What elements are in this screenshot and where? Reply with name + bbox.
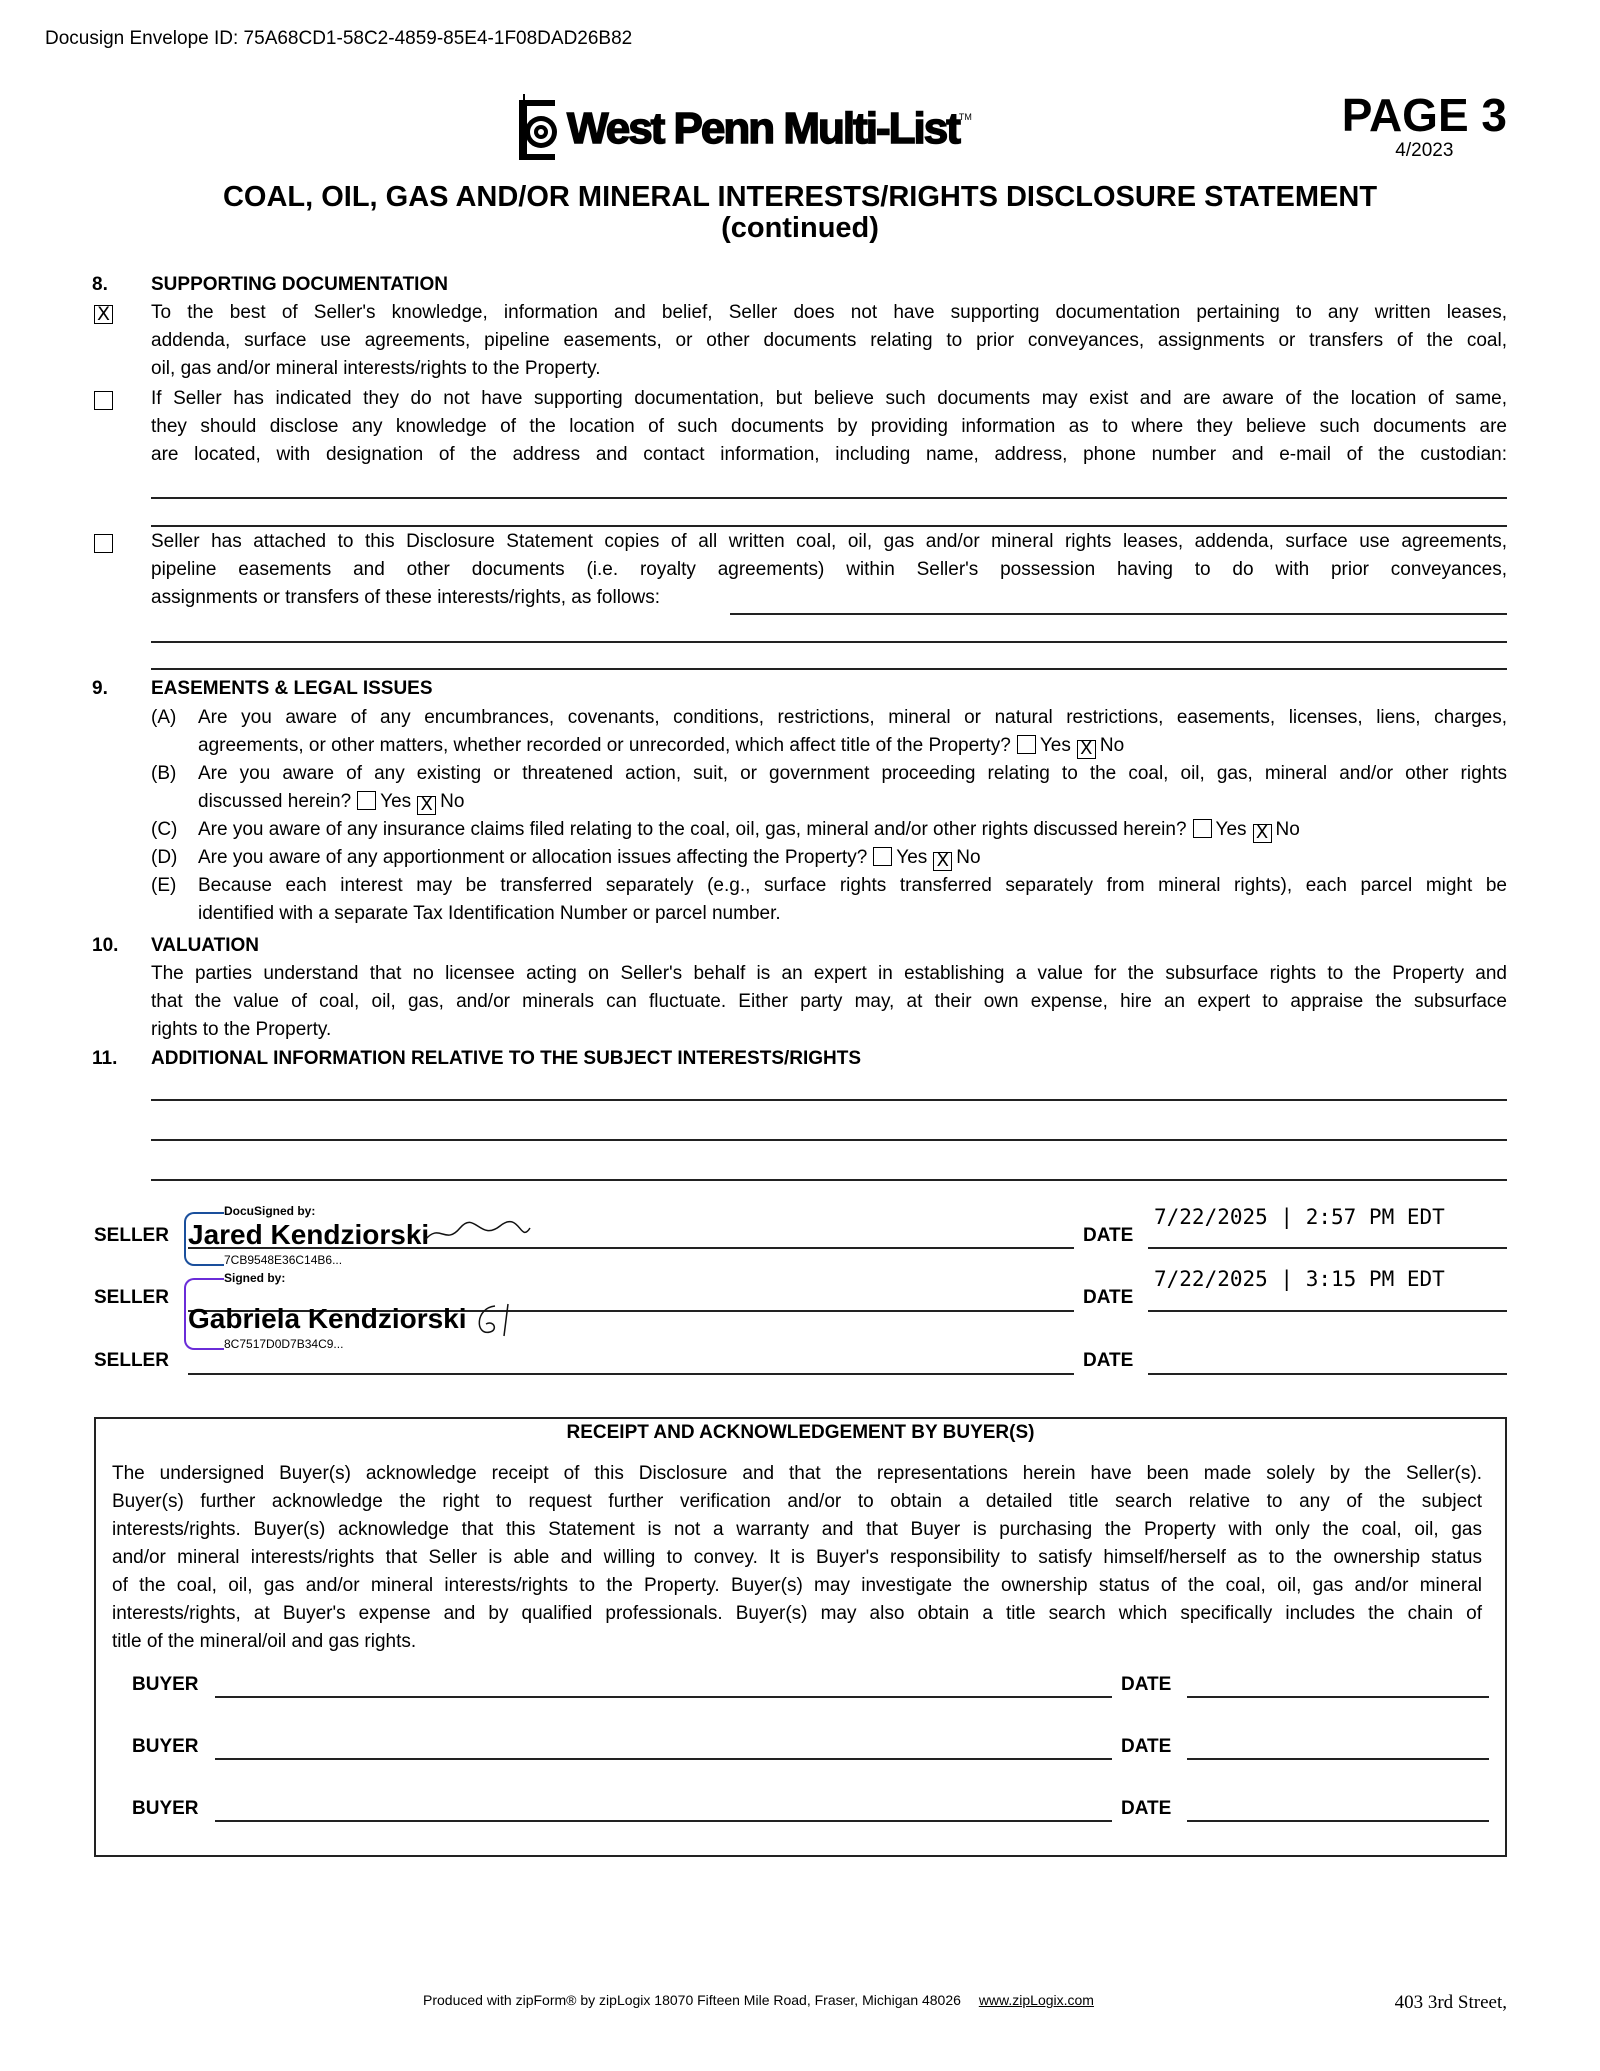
attached-documents-line[interactable] bbox=[151, 641, 1507, 643]
footer bbox=[423, 1992, 1094, 2008]
additional-info-line[interactable] bbox=[151, 1099, 1507, 1101]
documents-attached-checkbox[interactable] bbox=[94, 534, 113, 553]
no-documentation-checkbox[interactable]: X bbox=[94, 305, 113, 324]
no-label: No bbox=[1275, 819, 1300, 840]
yes-label: Yes bbox=[1039, 735, 1071, 756]
text-line: that the value of coal, oil, gas, and/or minerals can fluctuate. Either party may, at their own expense, hire an expert to appraise the subsurface bbox=[151, 991, 1507, 1012]
text-line: rights to the Property. bbox=[151, 1019, 332, 1040]
text-line: are located, with designation of the address and contact information, including name, address, phone number and e-mail of the custodian: bbox=[151, 444, 1507, 465]
signed-by-label: Signed by: bbox=[224, 1271, 286, 1285]
seller-date-line[interactable] bbox=[1148, 1247, 1507, 1249]
attached-documents-line[interactable] bbox=[151, 668, 1507, 670]
buyer-signature-line[interactable] bbox=[215, 1820, 1112, 1822]
seller-1-date: 7/22/2025 | 2:57 PM EDT bbox=[1154, 1205, 1445, 1229]
b-yes-checkbox[interactable] bbox=[357, 791, 376, 810]
section-8-heading: SUPPORTING DOCUMENTATION bbox=[151, 274, 448, 295]
item-label: (B) bbox=[151, 763, 177, 784]
item-label: (D) bbox=[151, 847, 178, 868]
section-10-number: 10. bbox=[92, 935, 119, 956]
text-line: they should disclose any knowledge of the location of such documents by providing information as to where they believe such documents are bbox=[151, 416, 1507, 437]
text-line: interests/rights. Buyer(s) acknowledge that this Statement is not a warranty and that Buyer is purchasing the Property with only the coal, oil, gas bbox=[112, 1519, 1482, 1540]
text-line: identified with a separate Tax Identification Number or parcel number. bbox=[198, 903, 781, 924]
b-no-checkbox[interactable]: X bbox=[417, 796, 436, 815]
text-line: interests/rights, at Buyer's expense and by qualified professionals. Buyer(s) may also obtain a title search which specifically includes the chain of bbox=[112, 1603, 1482, 1624]
buyer-signature-line[interactable] bbox=[215, 1758, 1112, 1760]
yes-label: Yes bbox=[896, 847, 928, 868]
section-11-number: 11. bbox=[92, 1048, 118, 1069]
receipt-heading: RECEIPT AND ACKNOWLEDGEMENT BY BUYER(S) bbox=[566, 1422, 1035, 1443]
text-line: and/or mineral interests/rights that Seller is able and willing to convey. It is Buyer's responsibility to satisfy himself/herself as to the ownership status bbox=[112, 1547, 1482, 1568]
documents-may-exist-checkbox[interactable] bbox=[94, 391, 113, 410]
seller-date-line[interactable] bbox=[1148, 1373, 1507, 1375]
buyer-date-line[interactable] bbox=[1187, 1758, 1489, 1760]
date-label: DATE bbox=[1121, 1674, 1172, 1695]
text-line: Because each interest may be transferred separately (e.g., surface rights transferred separately from mineral rights), each parcel might be bbox=[198, 875, 1507, 896]
logo-text: West Penn Multi-List bbox=[567, 104, 959, 153]
text-line: Are you aware of any apportionment or allocation issues affecting the Property? bbox=[198, 847, 868, 868]
text-line: discussed herein? bbox=[198, 791, 352, 812]
seller-2-name: Gabriela Kendziorski bbox=[188, 1303, 467, 1334]
seller-signature-line[interactable] bbox=[188, 1373, 1074, 1375]
date-label: DATE bbox=[1083, 1225, 1134, 1246]
ziplogix-link[interactable]: www.zipLogix.com bbox=[978, 1992, 1094, 2008]
section-9-number: 9. bbox=[92, 678, 108, 699]
text-line: agreements, or other matters, whether recorded or unrecorded, which affect title of the Property? bbox=[198, 735, 1011, 756]
c-no-checkbox[interactable]: X bbox=[1253, 824, 1272, 843]
document-subtitle: (continued) bbox=[721, 212, 879, 244]
yes-label: Yes bbox=[1215, 819, 1247, 840]
text-line: If Seller has indicated they do not have supporting documentation, but believe such documents may exist and are aware of the location of same, bbox=[151, 388, 1507, 409]
form-version: 4/2023 bbox=[1395, 140, 1454, 161]
section-9-heading: EASEMENTS & LEGAL ISSUES bbox=[151, 678, 433, 699]
yes-label: Yes bbox=[380, 791, 412, 812]
custodian-line[interactable] bbox=[151, 497, 1507, 499]
date-label: DATE bbox=[1121, 1736, 1172, 1757]
envelope-id: Docusign Envelope ID: 75A68CD1-58C2-4859-85E4-1F08DAD26B82 bbox=[45, 28, 633, 49]
attached-documents-line[interactable] bbox=[730, 613, 1507, 615]
section-10-heading: VALUATION bbox=[151, 935, 260, 956]
logo-icon bbox=[515, 92, 563, 166]
a-no-checkbox[interactable]: X bbox=[1077, 740, 1096, 759]
section-8-number: 8. bbox=[92, 274, 108, 295]
handwritten-signature-2 bbox=[470, 1300, 530, 1340]
logo bbox=[515, 92, 972, 166]
section-11-heading: ADDITIONAL INFORMATION RELATIVE TO THE SUBJECT INTERESTS/RIGHTS bbox=[151, 1048, 862, 1069]
date-label: DATE bbox=[1083, 1350, 1134, 1371]
buyer-signature-line[interactable] bbox=[215, 1696, 1112, 1698]
page-number: PAGE 3 bbox=[1341, 89, 1507, 141]
text-line: Seller has attached to this Disclosure Statement copies of all written coal, oil, gas and/or mineral rights leases, addenda, surface use agreements, bbox=[151, 531, 1507, 552]
seller-label: SELLER bbox=[94, 1287, 169, 1308]
text-line: Are you aware of any encumbrances, covenants, conditions, restrictions, mineral or natural restrictions, easements, licenses, liens, charges, bbox=[198, 707, 1507, 728]
no-label: No bbox=[440, 791, 465, 812]
no-label: No bbox=[956, 847, 981, 868]
text-line: of the coal, oil, gas and/or mineral interests/rights to the Property. Buyer(s) may investigate the ownership status of the coal, oil, gas and/or mineral bbox=[112, 1575, 1482, 1596]
item-label: (E) bbox=[151, 875, 177, 896]
text-line: Are you aware of any insurance claims filed relating to the coal, oil, gas, mineral and/or other rights discussed herein? bbox=[198, 819, 1187, 840]
custodian-line[interactable] bbox=[151, 525, 1507, 527]
d-yes-checkbox[interactable] bbox=[873, 847, 892, 866]
text-line: addenda, surface use agreements, pipeline easements, or other documents relating to prior conveyances, assignments or transfers of the coal, bbox=[151, 330, 1507, 351]
a-yes-checkbox[interactable] bbox=[1017, 735, 1036, 754]
docusigned-by-label: DocuSigned by: bbox=[224, 1204, 316, 1218]
seller-date-line[interactable] bbox=[1148, 1310, 1507, 1312]
item-label: (A) bbox=[151, 707, 177, 728]
handwritten-signature-1 bbox=[420, 1218, 540, 1248]
logo-tm: TM bbox=[958, 112, 972, 122]
footer-text: Produced with zipForm® by zipLogix 18070 Fifteen Mile Road, Fraser, Michigan 48026 bbox=[423, 1992, 961, 2008]
text-line: The undersigned Buyer(s) acknowledge receipt of this Disclosure and that the representations herein have been made solely by the Seller(s). bbox=[112, 1463, 1482, 1484]
seller-label: SELLER bbox=[94, 1350, 169, 1371]
text-line: title of the mineral/oil and gas rights. bbox=[112, 1631, 417, 1652]
seller-2-date: 7/22/2025 | 3:15 PM EDT bbox=[1154, 1267, 1445, 1291]
buyer-date-line[interactable] bbox=[1187, 1696, 1489, 1698]
date-label: DATE bbox=[1083, 1287, 1134, 1308]
additional-info-line[interactable] bbox=[151, 1179, 1507, 1181]
seller-label: SELLER bbox=[94, 1225, 169, 1246]
text-line: pipeline easements and other documents (i.e. royalty agreements) within Seller's possession having to do with prior conveyances, bbox=[151, 559, 1507, 580]
buyer-date-line[interactable] bbox=[1187, 1820, 1489, 1822]
d-no-checkbox[interactable]: X bbox=[933, 852, 952, 871]
buyer-label: BUYER bbox=[132, 1798, 199, 1819]
text-line: Buyer(s) further acknowledge the right to request further verification and/or to obtain a detailed title search relative to any of the subject bbox=[112, 1491, 1482, 1512]
document-title: COAL, OIL, GAS AND/OR MINERAL INTERESTS/RIGHTS DISCLOSURE STATEMENT bbox=[222, 181, 1378, 213]
text-line: assignments or transfers of these interests/rights, as follows: bbox=[151, 587, 660, 608]
additional-info-line[interactable] bbox=[151, 1139, 1507, 1141]
signer-id: 8C7517D0D7B34C9... bbox=[224, 1337, 344, 1351]
property-address: 403 3rd Street, bbox=[1394, 1992, 1507, 2013]
text-line: The parties understand that no licensee acting on Seller's behalf is an expert in establishing a value for the subsurface rights to the Property and bbox=[151, 963, 1507, 984]
buyer-label: BUYER bbox=[132, 1674, 199, 1695]
text-line: oil, gas and/or mineral interests/rights to the Property. bbox=[151, 358, 601, 379]
c-yes-checkbox[interactable] bbox=[1193, 819, 1212, 838]
text-line: To the best of Seller's knowledge, information and belief, Seller does not have supporting documentation pertaining to any written leases, bbox=[151, 302, 1507, 323]
buyer-label: BUYER bbox=[132, 1736, 199, 1757]
signer-id: 7CB9548E36C14B6... bbox=[224, 1253, 343, 1267]
seller-1-name: Jared Kendziorski bbox=[188, 1219, 430, 1250]
item-label: (C) bbox=[151, 819, 178, 840]
date-label: DATE bbox=[1121, 1798, 1172, 1819]
no-label: No bbox=[1099, 735, 1125, 756]
text-line: Are you aware of any existing or threatened action, suit, or government proceeding relating to the coal, oil, gas, mineral and/or other rights bbox=[198, 763, 1507, 784]
